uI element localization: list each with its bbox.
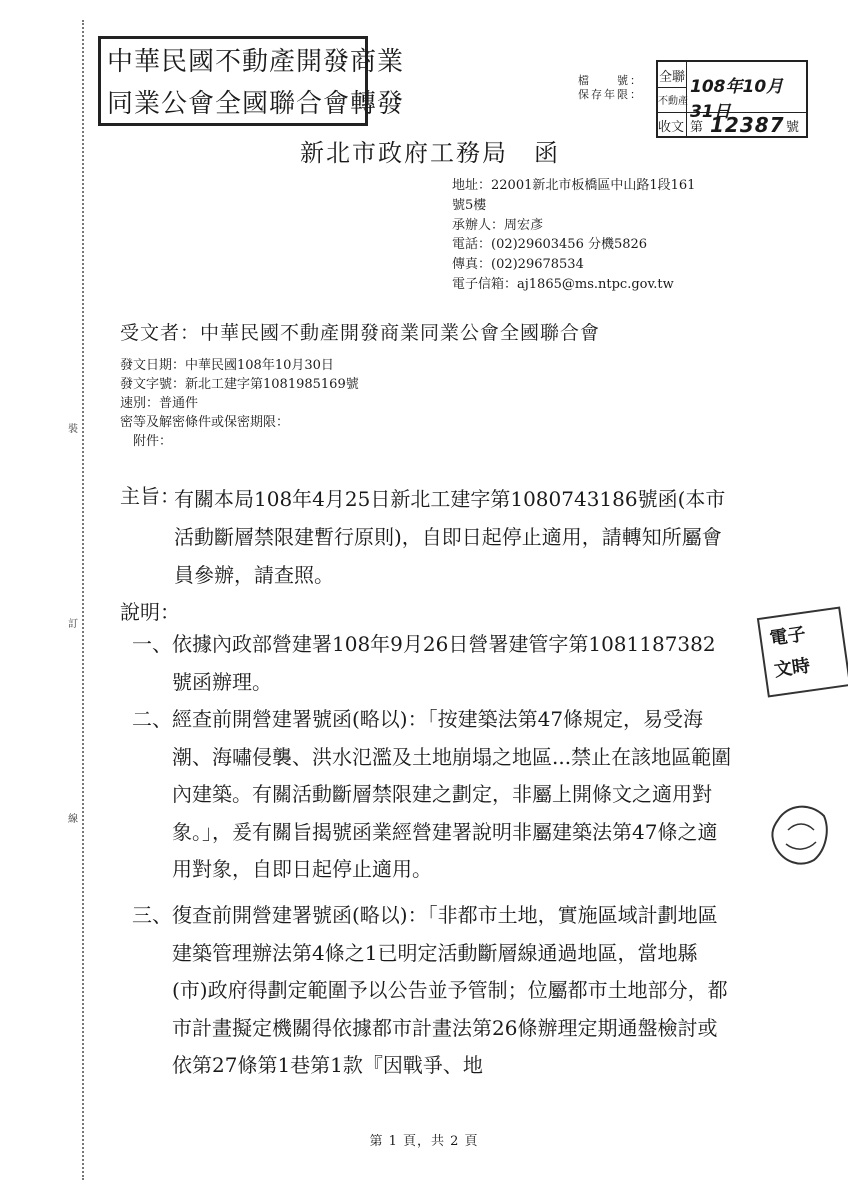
contact-email: 電子信箱：aj1865@ms.ntpc.gov.tw bbox=[452, 276, 674, 292]
item-text: 經查前開營建署號函(略以)：「按建築法第47條規定，易受海潮、海嘯侵襲、洪水氾濫及土地崩塌之地區...禁止在該地區範圍內建築。有關活動斷層禁限建之劃定，非屬上開條文之適用對象。」，爰有關旨揭號函業經營建署說明非屬建築法第47條之適用對象，自即日起停止適用。 bbox=[172, 707, 732, 881]
issue-meta bbox=[120, 356, 359, 451]
relay-stamp-line2: 同業公會全國聯合會轉發 bbox=[107, 89, 405, 119]
page-footer: 第 1 頁，共 2 頁 bbox=[369, 1134, 479, 1149]
receipt-date: 108年10月31日 bbox=[690, 77, 784, 122]
binding-mark-bottom: 線 bbox=[68, 814, 78, 825]
seal-fragment-icon bbox=[770, 800, 832, 870]
side-stamp-line2: 文時 bbox=[772, 655, 812, 682]
delivery-speed: 速別：普通件 bbox=[120, 396, 199, 411]
binding-mark-top: 裝 bbox=[68, 424, 78, 435]
receipt-received-label: 收文 bbox=[658, 120, 685, 135]
retention-label: 保存年限： bbox=[578, 88, 643, 101]
explanation-label: 說明： bbox=[120, 600, 180, 624]
receipt-no-suffix: 號 bbox=[786, 120, 800, 135]
receipt-org1: 全聯 bbox=[659, 70, 686, 85]
relay-stamp bbox=[98, 36, 405, 126]
item-text: 依據內政部營建署108年9月26日營署建管字第1081187382號函辦理。 bbox=[172, 632, 716, 694]
contact-address-line2: 號5樓 bbox=[452, 197, 487, 213]
subject-text: 有關本局108年4月25日新北工建字第1080743186號函(本市活動斷層禁限建暫行原則)，自即日起停止適用，請轉知所屬會員參辦，請查照。 bbox=[174, 487, 726, 587]
receipt-no-prefix: 第 bbox=[690, 120, 704, 135]
contact-phone: 電話：(02)29603456 分機5826 bbox=[452, 237, 648, 253]
side-stamp-line1: 電子 bbox=[768, 623, 807, 650]
document-title: 新北市政府工務局 函 bbox=[300, 139, 560, 167]
file-number-label: 檔 號： bbox=[578, 74, 643, 87]
relay-stamp-line1: 中華民國不動產開發商業 bbox=[107, 47, 405, 77]
item-number: 一、 bbox=[132, 632, 172, 656]
contact-block bbox=[452, 176, 772, 295]
attachments: 附件： bbox=[133, 434, 173, 449]
item-number: 三、 bbox=[132, 903, 172, 927]
archive-meta bbox=[578, 74, 643, 102]
contact-handler: 承辦人：周宏彥 bbox=[452, 217, 544, 233]
receipt-org2: 不動產 bbox=[658, 96, 688, 107]
receipt-number: 12387 bbox=[710, 113, 785, 137]
receipt-stamp bbox=[656, 60, 808, 138]
item-text: 復查前開營建署號函(略以)：「非都市土地，實施區域計劃地區建築管理辦法第4條之1已明定活動斷層線通過地區，當地縣(市)政府得劃定範圍予以公告並予管制；位屬都市土地部分，都市計畫擬定機關得依據都市計畫法第26條辦理定期通盤檢討或依第27條第1巷第1款『因戰爭、地 bbox=[172, 903, 728, 1077]
binding-mark-middle: 訂 bbox=[68, 619, 78, 630]
binding-margin-dotted-line bbox=[82, 20, 84, 1180]
secrecy-level: 密等及解密條件或保密期限： bbox=[120, 415, 290, 430]
recipient: 受文者：中華民國不動產開發商業同業公會全國聯合會 bbox=[120, 322, 601, 344]
issue-doc-number: 發文字號：新北工建字第1081985169號 bbox=[120, 377, 359, 392]
item-number: 二、 bbox=[132, 707, 172, 731]
contact-fax: 傳真：(02)29678534 bbox=[452, 257, 584, 273]
subject-label: 主旨： bbox=[120, 484, 180, 508]
contact-address-line1: 地址：22001新北市板橋區中山路1段161 bbox=[452, 178, 696, 193]
electronic-doc-stamp bbox=[757, 607, 848, 698]
issue-date: 發文日期：中華民國108年10月30日 bbox=[120, 358, 334, 373]
